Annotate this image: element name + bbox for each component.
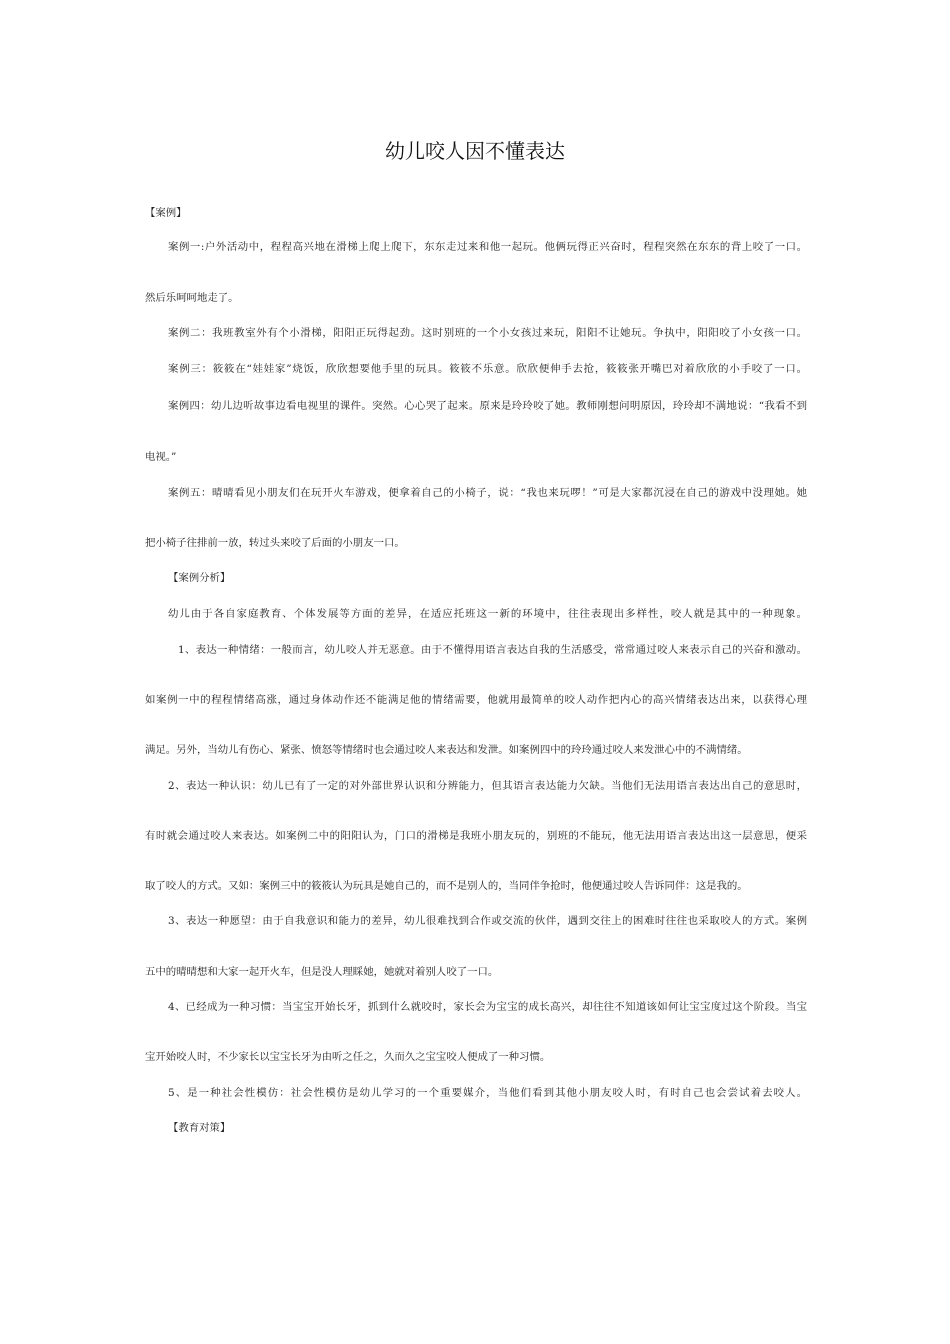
paragraph-line: 电视。” xyxy=(145,451,177,463)
paragraph-line: 案例三：筱筱在“娃娃家”烧饭，欣欣想要他手里的玩具。筱筱不乐意。欣欣便伸手去抢，筱筱张开嘴巴对着欣欣的小手咬了一口。 xyxy=(168,363,807,375)
paragraph-line: 案例二：我班教室外有个小滑梯，阳阳正玩得起劲。这时别班的一个小女孩过来玩，阳阳不让她玩。争执中，阳阳咬了小女孩一口。 xyxy=(168,327,807,339)
paragraph-line: 3、表达一种愿望：由于自我意识和能力的差异，幼儿很难找到合作或交流的伙伴，遇到交往上的困难时往往也采取咬人的方式。案例 xyxy=(168,915,807,927)
paragraph-line: 五中的晴晴想和大家一起开火车，但是没人理睬她，她就对着别人咬了一口。 xyxy=(145,966,499,978)
section-heading-strategy: 【教育对策】 xyxy=(168,1122,231,1134)
paragraph-line: 取了咬人的方式。又如：案例三中的筱筱认为玩具是她自己的，而不是别人的，当同伴争抢时，他便通过咬人告诉同伴：这是我的。 xyxy=(145,880,748,892)
paragraph-line: 2、表达一种认识：幼儿已有了一定的对外部世界认识和分辨能力，但其语言表达能力欠缺。当他们无法用语言表达出自己的意思时， xyxy=(168,780,807,792)
paragraph-line: 如案例一中的程程情绪高涨，通过身体动作还不能满足他的情绪需要，他就用最简单的咬人动作把内心的高兴情绪表达出来，以获得心理 xyxy=(145,694,807,706)
paragraph-line: 4、已经成为一种习惯：当宝宝开始长牙，抓到什么就咬时，家长会为宝宝的成长高兴，却往往不知道该如何让宝宝度过这个阶段。当宝 xyxy=(168,1001,807,1013)
document-title: 幼儿咬人因不懂表达 xyxy=(385,139,565,163)
paragraph-line: 宝开始咬人时，不少家长以宝宝长牙为由听之任之，久而久之宝宝咬人便成了一种习惯。 xyxy=(145,1051,551,1063)
paragraph-line: 案例一:户外活动中，程程高兴地在滑梯上爬上爬下，东东走过来和他一起玩。他俩玩得正兴奋时，程程突然在东东的背上咬了一口。 xyxy=(168,241,807,253)
paragraph-line: 幼儿由于各自家庭教育、个体发展等方面的差异，在适应托班这一新的环境中，往往表现出多样性，咬人就是其中的一种现象。 xyxy=(168,608,807,620)
paragraph-line: 5、是一种社会性模仿：社会性模仿是幼儿学习的一个重要媒介，当他们看到其他小朋友咬人时，有时自己也会尝试着去咬人。 xyxy=(168,1087,807,1099)
paragraph-line: 然后乐呵呵地走了。 xyxy=(145,292,239,304)
paragraph-line: 案例五：晴晴看见小朋友们在玩开火车游戏，便拿着自己的小椅子，说：“我也来玩啰！”可是大家都沉浸在自己的游戏中没理她。她 xyxy=(168,487,807,499)
paragraph-line: 有时就会通过咬人来表达。如案例二中的阳阳认为，门口的滑梯是我班小朋友玩的，别班的不能玩，他无法用语言表达出这一层意思，便采 xyxy=(145,830,807,842)
paragraph-line: 把小椅子往排前一放，转过头来咬了后面的小朋友一口。 xyxy=(145,537,405,549)
section-heading-analysis: 【案例分析】 xyxy=(168,572,231,584)
section-heading-case: 【案例】 xyxy=(145,207,187,219)
paragraph-line: 满足。另外，当幼儿有伤心、紧张、愤怒等情绪时也会通过咬人来表达和发泄。如案例四中的玲玲通过咬人来发泄心中的不满情绪。 xyxy=(145,744,748,756)
paragraph-line: 案例四：幼儿边听故事边看电视里的课件。突然。心心哭了起来。原来是玲玲咬了她。教师刚想问明原因，玲玲却不满地说：“我看不到 xyxy=(168,400,807,412)
paragraph-line: 1、表达一种情绪：一般而言，幼儿咬人并无恶意。由于不懂得用语言表达自我的生活感受，常常通过咬人来表示自己的兴奋和激动。 xyxy=(178,644,807,656)
